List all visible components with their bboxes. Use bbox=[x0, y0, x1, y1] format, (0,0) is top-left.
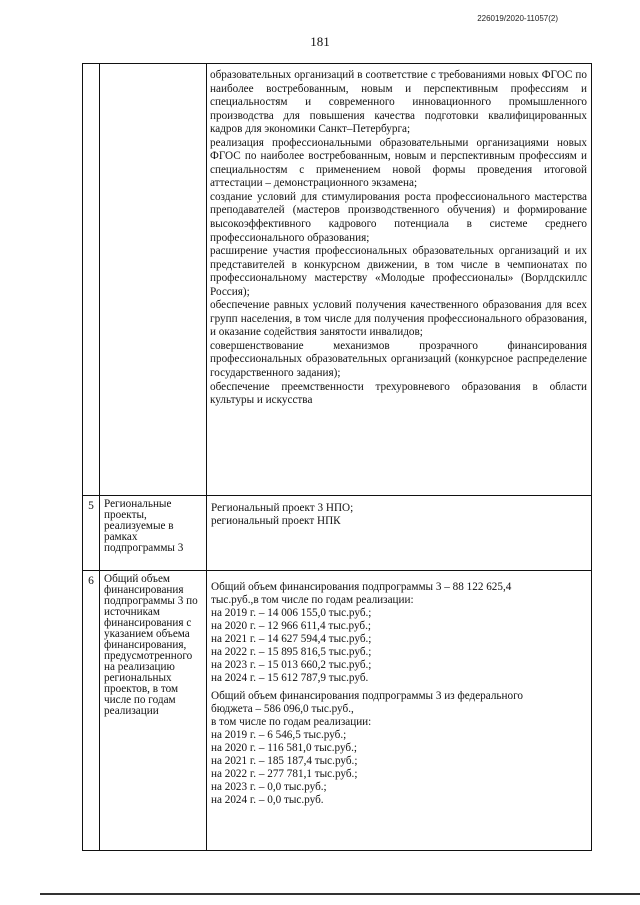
financing-line: на 2021 г. – 14 627 594,4 тыс.руб.; bbox=[211, 633, 372, 645]
financing-line: Общий объем финансирования подпрограммы 3 – 88 122 625,4 bbox=[211, 581, 512, 593]
financing-line: на 2023 г. – 15 013 660,2 тыс.руб.; bbox=[211, 659, 372, 671]
financing-line: на 2019 г. – 6 546,5 тыс.руб.; bbox=[211, 729, 347, 741]
financing-line: тыс.руб.,в том числе по годам реализации: bbox=[211, 594, 414, 606]
regional-project: региональный проект НПК bbox=[211, 515, 341, 527]
financing-cell bbox=[207, 571, 592, 851]
row-label: Общий объем финансирования подпрограммы 3 по источникам финансирования с указанием объема финансирования, предусмотренного на реализацию региональных проектов, в том числе по годам реализации bbox=[100, 571, 207, 851]
task-paragraph: обеспечение преемственности трехуровневого образования в области культуры и искусства bbox=[210, 380, 587, 407]
regional-projects-cell bbox=[207, 496, 592, 571]
financing-line: бюджета – 586 096,0 тыс.руб., bbox=[211, 703, 354, 715]
financing-line: на 2023 г. – 0,0 тыс.руб.; bbox=[211, 781, 327, 793]
program-table bbox=[82, 63, 592, 851]
page-number: 181 bbox=[310, 34, 330, 49]
row-number: 6 bbox=[83, 571, 100, 851]
financing-line: на 2021 г. – 185 187,4 тыс.руб.; bbox=[211, 755, 358, 767]
financing-line: на 2024 г. – 0,0 тыс.руб. bbox=[211, 794, 324, 806]
number-cell bbox=[83, 64, 100, 496]
document-id: 226019/2020-11057(2) bbox=[477, 14, 558, 23]
table-row bbox=[83, 64, 592, 496]
task-paragraph: обеспечение равных условий получения качественного образования для всех групп населения, в том числе для получения профессионального образования, и оказание содействия занятости инвалидов; bbox=[210, 299, 587, 339]
table-row bbox=[83, 571, 592, 851]
financing-line: на 2020 г. – 12 966 611,4 тыс.руб.; bbox=[211, 620, 372, 632]
financing-line: на 2019 г. – 14 006 155,0 тыс.руб.; bbox=[211, 607, 372, 619]
task-paragraph: создание условий для стимулирования роста профессионального мастерства преподавателей (мастеров производственного обучения) и формирование высокоэффективного кадрового потенциала в системе среднего профессионального образования; bbox=[210, 190, 587, 244]
task-paragraph: расширение участия профессиональных образовательных организаций и их представителей в конкурсном движении, в том числе в чемпионатах по профессиональному мастерству «Молодые профессионалы» (Ворлдскиллс Россия); bbox=[210, 245, 587, 298]
task-paragraph: реализация профессиональными образовательными организациями новых ФГОС по наиболее востребованным, новым и перспективным профессиям и специальностям с применением новой формы проведения итоговой аттестации – демонстрационного экзамена; bbox=[210, 136, 587, 190]
tasks-cell bbox=[207, 64, 592, 496]
financing-line: на 2022 г. – 277 781,1 тыс.руб.; bbox=[211, 768, 358, 780]
task-paragraph: совершенствование механизмов прозрачного финансирования профессиональных образовательных организаций (конкурсное распределение государственного задания); bbox=[210, 339, 587, 380]
row-number: 5 bbox=[83, 496, 100, 571]
label-cell bbox=[100, 64, 207, 496]
row-label: Региональные проекты, реализуемые в рамках подпрограммы 3 bbox=[100, 496, 207, 571]
financing-line: Общий объем финансирования подпрограммы 3 из федерального bbox=[211, 690, 524, 702]
task-paragraph: образовательных организаций в соответствие с требованиями новых ФГОС по наиболее востребованным, новым и перспективным профессиям и специальностям и современного инновационного промышленного производства для повышения качества подготовки квалифицированных кадров для экономики Санкт–Петербурга; bbox=[210, 69, 587, 136]
financing-line: на 2024 г. – 15 612 787,9 тыс.руб. bbox=[211, 672, 369, 684]
financing-line: на 2020 г. – 116 581,0 тыс.руб.; bbox=[211, 742, 358, 754]
table-row bbox=[83, 496, 592, 571]
financing-line: в том числе по годам реализации: bbox=[211, 716, 372, 728]
scan-edge-line bbox=[40, 893, 640, 895]
financing-line: на 2022 г. – 15 895 816,5 тыс.руб.; bbox=[211, 646, 372, 658]
regional-project: Региональный проект 3 НПО; bbox=[211, 502, 354, 514]
